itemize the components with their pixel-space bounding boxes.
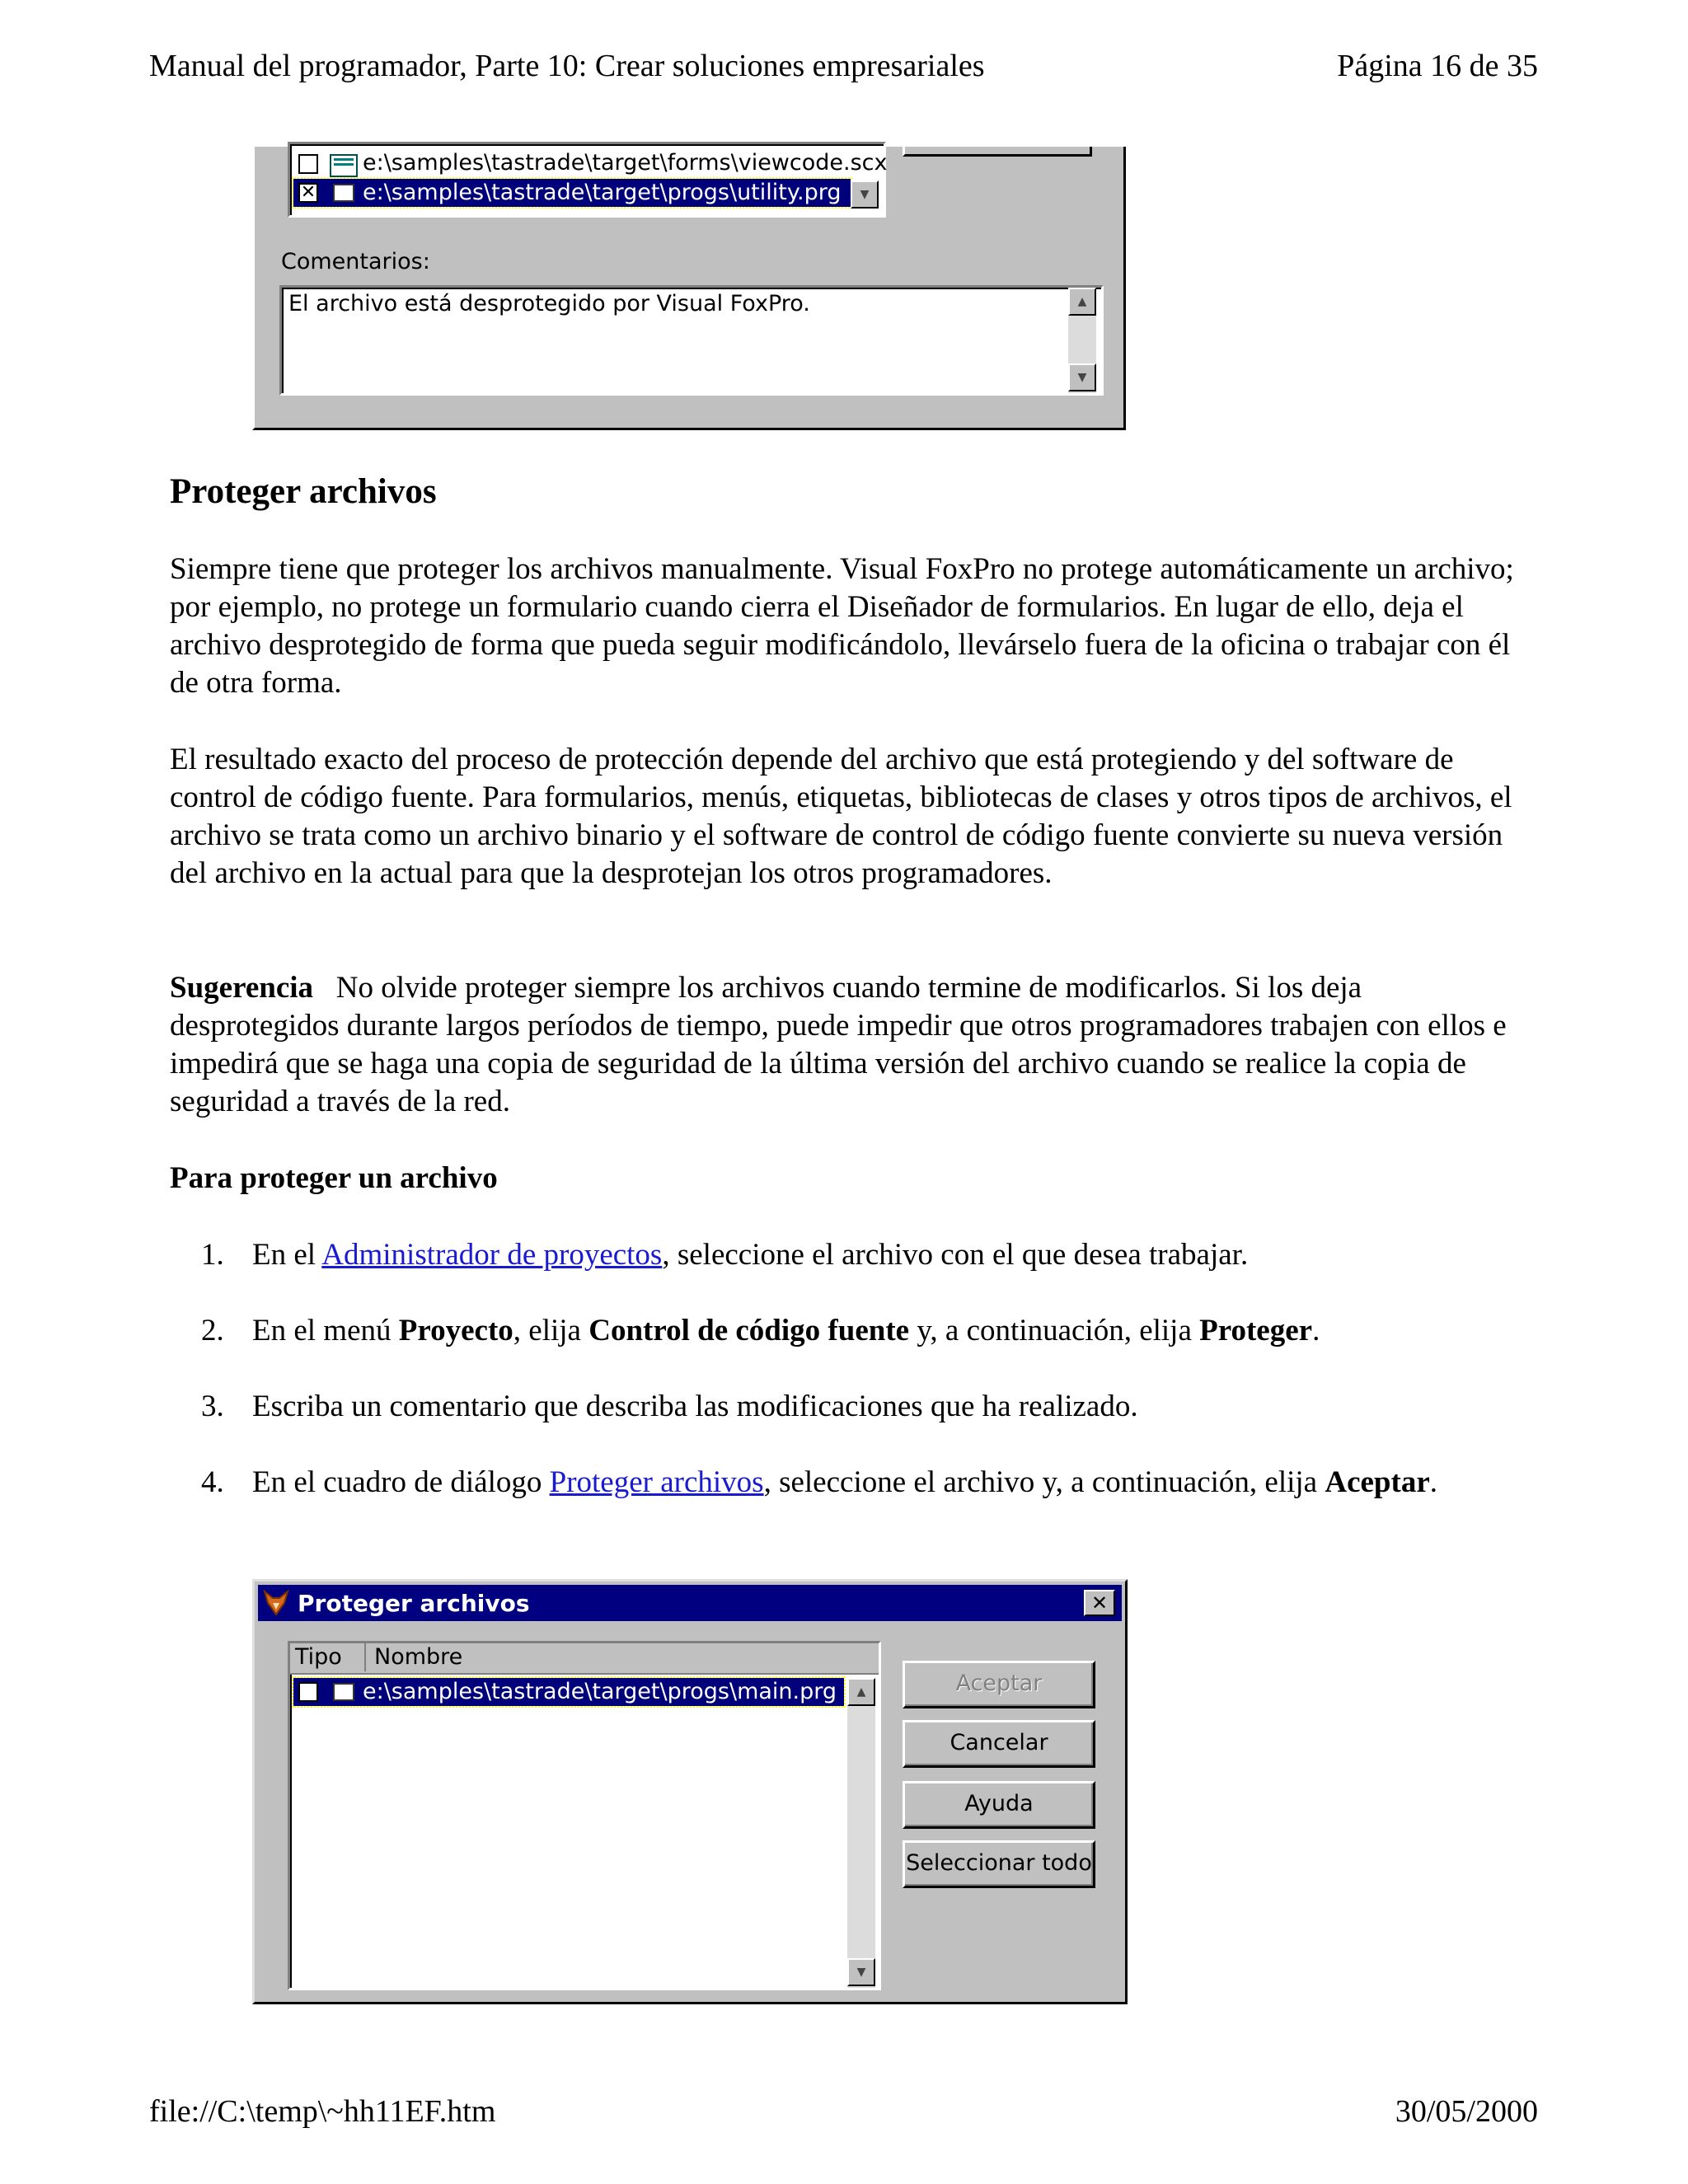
scroll-up-button[interactable]: ▲ (1068, 288, 1096, 316)
file-path-selected: e:\samples\tastrade\target\progs\main.prg (363, 1679, 837, 1704)
file-path: e:\samples\tastrade\target\forms\viewcode.scx (363, 150, 888, 176)
paragraph-1: Siempre tiene que proteger los archivos manualmente. Visual FoxPro no protege automáticamente un archivo; por ejemplo, no protege un formulario cuando cierra el Diseñador de formularios. En lugar de ello, deja el archivo desprotegido de forma que pueda seguir modificándolo, llevárselo fuera de la oficina o trabajar con él de otra forma. (170, 552, 1514, 700)
column-nombre[interactable]: Nombre (374, 1644, 463, 1670)
dialog-title: Proteger archivos (298, 1590, 530, 1617)
fox-icon (263, 1590, 289, 1616)
prg-file-icon (333, 1683, 354, 1701)
step-4: 4. En el cuadro de diálogo Proteger archivos, seleccione el archivo y, a continuación, elija Aceptar. (201, 1465, 1437, 1499)
column-tipo[interactable]: Tipo (290, 1643, 366, 1671)
tip-text: No olvide proteger siempre los archivos cuando termine de modificarlos. Si los deja desprotegidos durante largos períodos de tiempo, puede impedir que otros programadores trabajen con ellos e impedirá que se haga una copia de seguridad de la última versión del archivo cuando se realice la copia de seguridad a través de la red. (170, 971, 1507, 1118)
file-list[interactable] (288, 1641, 881, 1990)
step-2: 2. En el menú Proyecto, elija Control de código fuente y, a continuación, elija Proteger. (201, 1314, 1320, 1347)
scroll-down-button[interactable]: ▼ (851, 180, 879, 209)
form-file-icon (330, 154, 358, 177)
comments-value: El archivo está desprotegido por Visual FoxPro. (288, 291, 810, 316)
title-bar (258, 1585, 1122, 1621)
page-header-title: Manual del programador, Parte 10: Crear soluciones empresariales (149, 49, 985, 83)
select-all-button[interactable]: Seleccionar todo (903, 1840, 1095, 1888)
step-3: 3. Escriba un comentario que describa las modificaciones que ha realizado. (201, 1390, 1138, 1423)
file-checkbox[interactable] (298, 154, 318, 174)
footer-date: 30/05/2000 (1395, 2094, 1538, 2129)
checkin-files-link[interactable]: Proteger archivos (549, 1465, 764, 1499)
checkin-dialog-cropped (252, 147, 1126, 430)
tip-paragraph (170, 969, 1538, 1121)
help-button[interactable]: Ayuda (903, 1781, 1095, 1829)
scroll-down-button[interactable]: ▼ (1068, 363, 1096, 391)
project-manager-link[interactable]: Administrador de proyectos (321, 1238, 663, 1272)
comments-label: Comentarios: (281, 249, 430, 274)
section-heading: Proteger archivos (170, 472, 437, 511)
checkin-files-dialog (252, 1579, 1128, 2004)
comments-textarea[interactable] (279, 285, 1104, 396)
procedure-heading: Para proteger un archivo (170, 1161, 498, 1195)
paragraph-2: El resultado exacto del proceso de protección depende del archivo que está protegiendo y del software de control de código fuente. Para formularios, menús, etiquetas, bibliotecas de clases y otros tipos de archivos, el archivo se trata como un archivo binario y el software de control de código fuente convierte su nueva versión del archivo en la actual para que la desprotejan los otros programadores. (170, 743, 1512, 890)
file-path-selected: e:\samples\tastrade\target\progs\utility.prg (363, 180, 842, 205)
list-scrollbar[interactable] (847, 1678, 875, 1988)
step-1: 1. En el Administrador de proyectos, seleccione el archivo con el que desea trabajar. (201, 1238, 1249, 1272)
prg-file-icon (333, 184, 354, 202)
partial-button[interactable] (903, 147, 1092, 157)
file-list[interactable] (288, 142, 886, 218)
tip-label: Sugerencia (170, 971, 314, 1005)
file-checkbox[interactable] (298, 1682, 318, 1702)
file-checkbox-checked[interactable]: ✕ (298, 183, 318, 203)
scroll-down-button[interactable]: ▼ (847, 1958, 875, 1986)
ok-button[interactable]: Aceptar (903, 1661, 1095, 1708)
footer-path: file://C:\temp\~hh11EF.htm (149, 2094, 496, 2129)
procedure-steps (170, 1236, 1538, 1540)
page-number: Página 16 de 35 (1337, 49, 1538, 83)
scroll-up-button[interactable]: ▲ (847, 1678, 875, 1706)
cancel-button[interactable]: Cancelar (903, 1720, 1095, 1768)
list-header (290, 1643, 879, 1675)
close-icon[interactable]: ✕ (1084, 1590, 1115, 1616)
